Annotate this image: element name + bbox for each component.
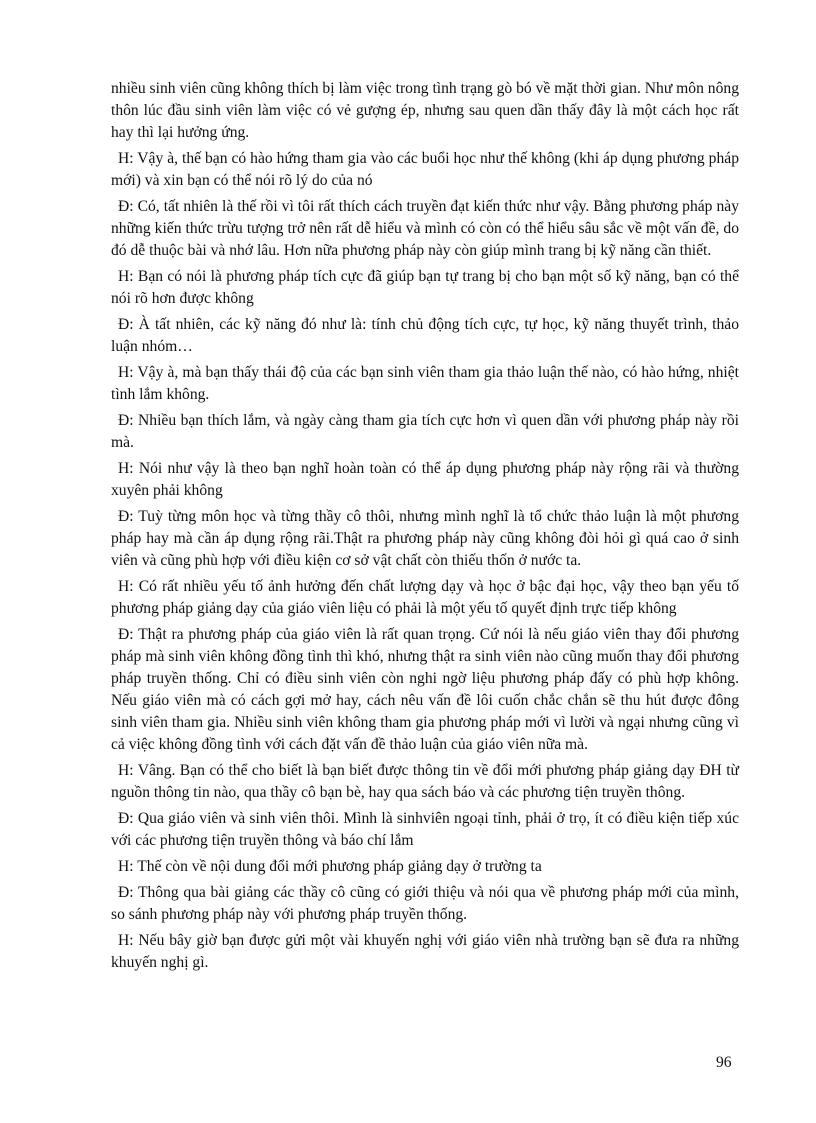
page-number: 96	[716, 1054, 732, 1071]
paragraph: H: Vậy à, thế bạn có hào hứng tham gia vào các buổi học như thế không (khi áp dụng phương pháp mới) và xin bạn có thể nói rõ lý do của nó	[111, 150, 739, 189]
paragraph: H: Có rất nhiều yếu tố ảnh hưởng đến chất lượng dạy và học ở bậc đại học, vậy theo bạn yếu tố phương pháp giảng dạy của giáo viên liệu có phải là một yếu tố quyết định trực tiếp không	[111, 578, 739, 617]
paragraph: Đ: Thông qua bài giảng các thầy cô cũng có giới thiệu và nói qua về phương pháp mới của mình, so sánh phương pháp này với phương pháp truyền thống.	[111, 884, 739, 923]
paragraph: Đ: Thật ra phương pháp của giáo viên là rất quan trọng. Cứ nói là nếu giáo viên thay đổi phương pháp mà sinh viên không đồng tình thì khó, nhưng thật ra sinh viên nào cũng muốn thay đổi phương pháp truyền thống. Chỉ có điều sinh viên còn nghi ngờ liệu phương pháp đấy có phù hợp không. Nếu giáo viên mà có cách gợi mở hay, cách nêu vấn đề lôi cuốn chắc chắn sẽ thu hút được đông sinh viên tham gia. Nhiều sinh viên không tham gia phương pháp mới vì lười và ngại nhưng cũng vì cả việc không đồng tình với cách đặt vấn đề thảo luận của giáo viên nữa mà.	[111, 626, 739, 753]
paragraph: H: Thế còn về nội dung đổi mới phương pháp giảng dạy ở trường ta	[118, 858, 542, 875]
paragraph: H: Vâng. Bạn có thể cho biết là bạn biết được thông tin về đổi mới phương pháp giảng dạy ĐH từ nguồn thông tin nào, qua thầy cô bạn bè, hay qua sách báo và các phương tiện truyền thông.	[111, 762, 739, 801]
paragraph: H: Vậy à, mà bạn thấy thái độ của các bạn sinh viên tham gia thảo luận thế nào, có hào hứng, nhiệt tình lắm không.	[111, 364, 739, 403]
paragraph: Đ: Có, tất nhiên là thế rồi vì tôi rất thích cách truyền đạt kiến thức như vậy. Bằng phương pháp này những kiến thức trừu tượng trở nên rất dễ hiểu và mình có còn có thể hiểu sâu sắc về một vấn đề, do đó dễ thuộc bài và nhớ lâu. Hơn nữa phương pháp này còn giúp mình trang bị kỹ năng cần thiết.	[111, 198, 739, 259]
paragraph: nhiều sinh viên cũng không thích bị làm việc trong tình trạng gò bó về mặt thời gian. Như môn nông thôn lúc đầu sinh viên làm việc có vẻ gượng ép, nhưng sau quen dần thấy đây là một cách học rất hay thì lại hưởng ứng.	[111, 80, 739, 141]
paragraph: Đ: Qua giáo viên và sinh viên thôi. Mình là sinhviên ngoại tỉnh, phải ở trọ, ít có điều kiện tiếp xúc với các phương tiện truyền thông và báo chí lắm	[111, 810, 739, 849]
paragraph: Đ: Nhiều bạn thích lắm, và ngày càng tham gia tích cực hơn vì quen dần với phương pháp này rồi mà.	[111, 412, 739, 451]
paragraph: H: Bạn có nói là phương pháp tích cực đã giúp bạn tự trang bị cho bạn một số kỹ năng, bạn có thể nói rõ hơn được không	[111, 268, 739, 307]
document-body	[111, 78, 739, 978]
paragraph: Đ: Tuỳ từng môn học và từng thầy cô thôi, nhưng mình nghĩ là tổ chức thảo luận là một phương pháp hay mà cần áp dụng rộng rãi.Thật ra phương pháp này cũng không đòi hỏi gì quá cao ở sinh viên và cũng phù hợp với điều kiện cơ sở vật chất còn thiếu thốn ở nước ta.	[111, 508, 739, 569]
paragraph: H: Nói như vậy là theo bạn nghĩ hoàn toàn có thể áp dụng phương pháp này rộng rãi và thường xuyên phải không	[111, 460, 739, 499]
paragraph: Đ: À tất nhiên, các kỹ năng đó như là: tính chủ động tích cực, tự học, kỹ năng thuyết trình, thảo luận nhóm…	[111, 316, 739, 355]
paragraph: H: Nếu bây giờ bạn được gửi một vài khuyến nghị với giáo viên nhà trường bạn sẽ đưa ra những khuyến nghị gì.	[111, 932, 739, 971]
